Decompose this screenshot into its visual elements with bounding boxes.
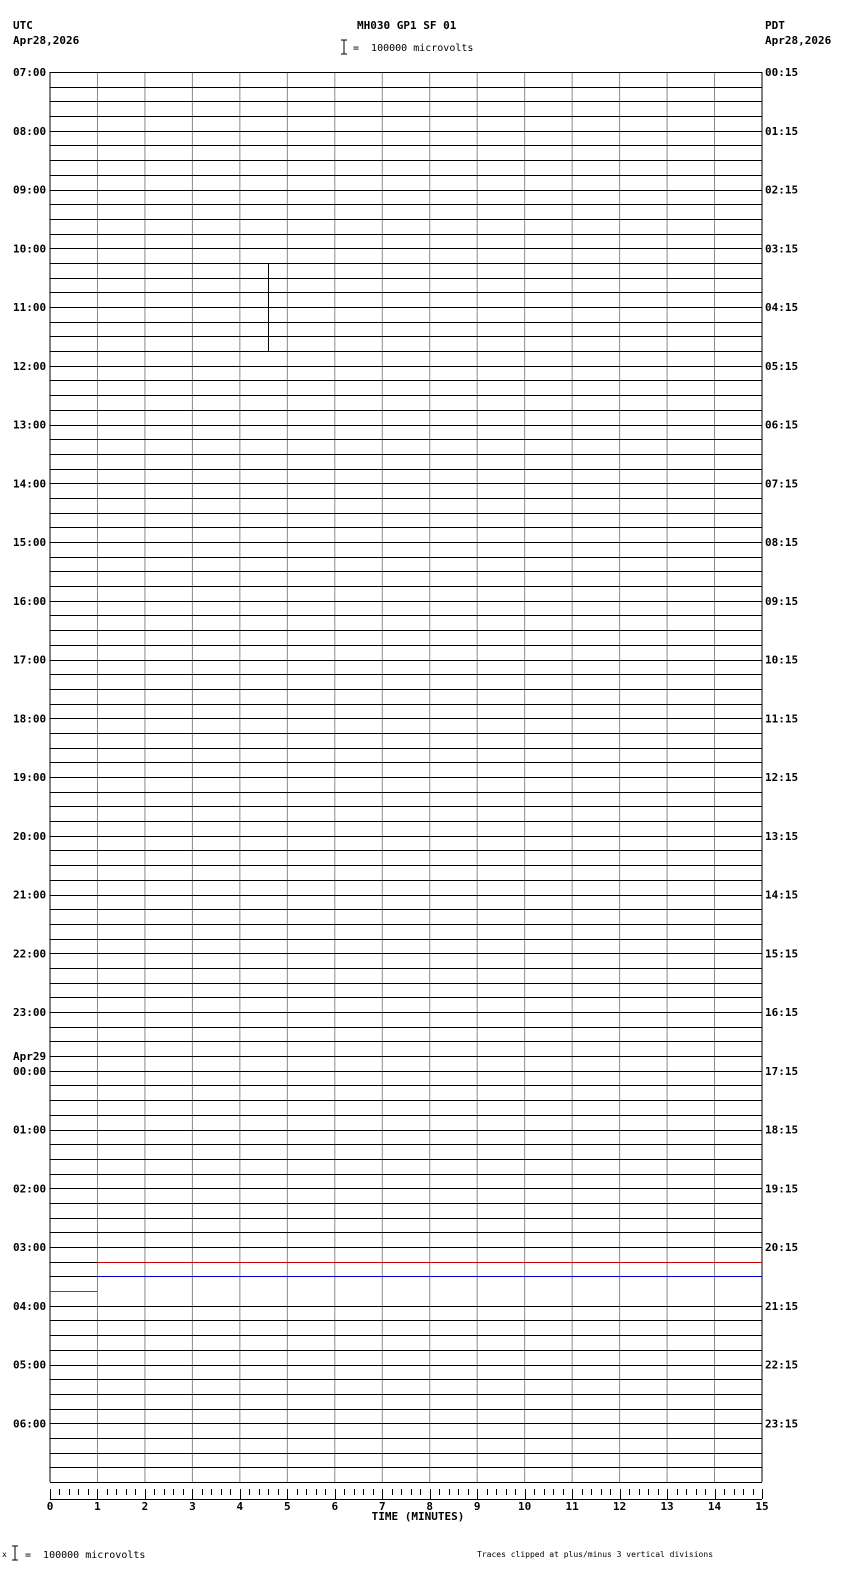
x-tick-label: 0 xyxy=(46,1500,54,1513)
pdt-hour-label: 05:15 xyxy=(765,359,799,373)
utc-hour-label: 15:00 xyxy=(13,536,47,549)
pdt-hour-label: 07:15 xyxy=(765,477,799,491)
utc-hour-label: 04:00 xyxy=(13,1299,47,1313)
pdt-hour-label: 16:15 xyxy=(765,1006,799,1019)
pdt-hour-label: 10:15 xyxy=(765,653,799,667)
utc-hour-label: 20:00 xyxy=(13,829,47,843)
pdt-hour-label: 01:15 xyxy=(765,124,799,138)
chart-title: MH030 GP1 SF 01 xyxy=(357,19,457,32)
pdt-hour-label: 12:15 xyxy=(765,771,799,784)
x-tick-label: 9 xyxy=(473,1500,481,1513)
x-axis-title: TIME (MINUTES) xyxy=(371,1510,465,1523)
x-tick-label: 5 xyxy=(284,1500,291,1513)
pdt-hour-label: 02:15 xyxy=(765,183,799,197)
x-tick-label: 14 xyxy=(707,1500,722,1513)
x-tick-label: 11 xyxy=(565,1500,579,1513)
x-tick-label: 13 xyxy=(660,1500,674,1513)
pdt-hour-label: 09:15 xyxy=(765,594,799,608)
x-tick-label: 8 xyxy=(426,1500,434,1513)
x-tick-label: 7 xyxy=(378,1500,386,1513)
pdt-hour-label: 19:15 xyxy=(765,1182,799,1196)
utc-hour-label: 17:00 xyxy=(13,653,47,667)
x-tick-label: 1 xyxy=(94,1500,101,1513)
pdt-hour-label: 04:15 xyxy=(765,301,799,314)
right-timezone-label: PDT xyxy=(765,19,785,32)
right-date-label: Apr28,2026 xyxy=(765,34,832,47)
utc-hour-label: 02:00 xyxy=(13,1182,47,1196)
pdt-hour-label: 23:15 xyxy=(765,1417,799,1431)
pdt-hour-label: 06:15 xyxy=(765,418,799,432)
pdt-hour-label: 21:15 xyxy=(765,1299,799,1313)
footer-scale-label: = 100000 microvolts xyxy=(25,1550,146,1561)
pdt-hour-label: 11:15 xyxy=(765,712,799,726)
left-date-label: Apr28,2026 xyxy=(13,34,80,47)
utc-hour-label: 22:00 xyxy=(13,947,47,961)
x-tick-label: 2 xyxy=(141,1500,149,1513)
pdt-hour-label: 20:15 xyxy=(765,1241,799,1254)
pdt-hour-label: 03:15 xyxy=(765,242,799,256)
utc-hour-label: 08:00 xyxy=(13,124,47,138)
utc-hour-label: 05:00 xyxy=(13,1358,47,1372)
x-tick-label: 6 xyxy=(331,1500,339,1513)
utc-hour-label: 19:00 xyxy=(13,771,47,784)
pdt-hour-label: 18:15 xyxy=(765,1123,799,1137)
x-tick-label: 3 xyxy=(189,1500,196,1513)
utc-hour-label: 09:00 xyxy=(13,183,47,197)
date-change-label: Apr29 xyxy=(13,1049,47,1063)
footer-scale-prefix: x xyxy=(2,1550,7,1559)
utc-hour-label: 00:00 xyxy=(13,1064,47,1078)
utc-hour-label: 18:00 xyxy=(13,712,47,726)
scale-label: = 100000 microvolts xyxy=(353,43,474,54)
utc-hour-label: 13:00 xyxy=(13,418,47,432)
pdt-hour-label: 17:15 xyxy=(765,1064,799,1078)
x-tick-label: 10 xyxy=(518,1500,532,1513)
left-timezone-label: UTC xyxy=(13,19,33,32)
utc-hour-label: 07:00 xyxy=(13,66,47,79)
utc-hour-label: 01:00 xyxy=(13,1123,47,1137)
pdt-hour-label: 22:15 xyxy=(765,1358,799,1372)
utc-hour-label: 11:00 xyxy=(13,301,47,314)
utc-hour-label: 14:00 xyxy=(13,477,47,491)
utc-hour-label: 12:00 xyxy=(13,359,47,373)
utc-hour-label: 03:00 xyxy=(13,1241,47,1254)
utc-hour-label: 06:00 xyxy=(13,1417,47,1431)
pdt-hour-label: 13:15 xyxy=(765,829,799,843)
utc-hour-label: 23:00 xyxy=(13,1006,47,1019)
utc-hour-label: 21:00 xyxy=(13,888,47,902)
pdt-hour-label: 00:15 xyxy=(765,66,799,79)
x-tick-label: 15 xyxy=(755,1500,769,1513)
footer-scale-bar-icon xyxy=(11,1545,19,1561)
pdt-hour-label: 14:15 xyxy=(765,888,799,902)
utc-hour-label: 16:00 xyxy=(13,594,47,608)
pdt-hour-label: 15:15 xyxy=(765,947,799,961)
pdt-hour-label: 08:15 xyxy=(765,536,799,549)
x-tick-label: 4 xyxy=(236,1500,244,1513)
clip-note: Traces clipped at plus/minus 3 vertical divisions xyxy=(477,1550,714,1559)
x-tick-label: 12 xyxy=(612,1500,627,1513)
utc-hour-label: 10:00 xyxy=(13,242,47,256)
